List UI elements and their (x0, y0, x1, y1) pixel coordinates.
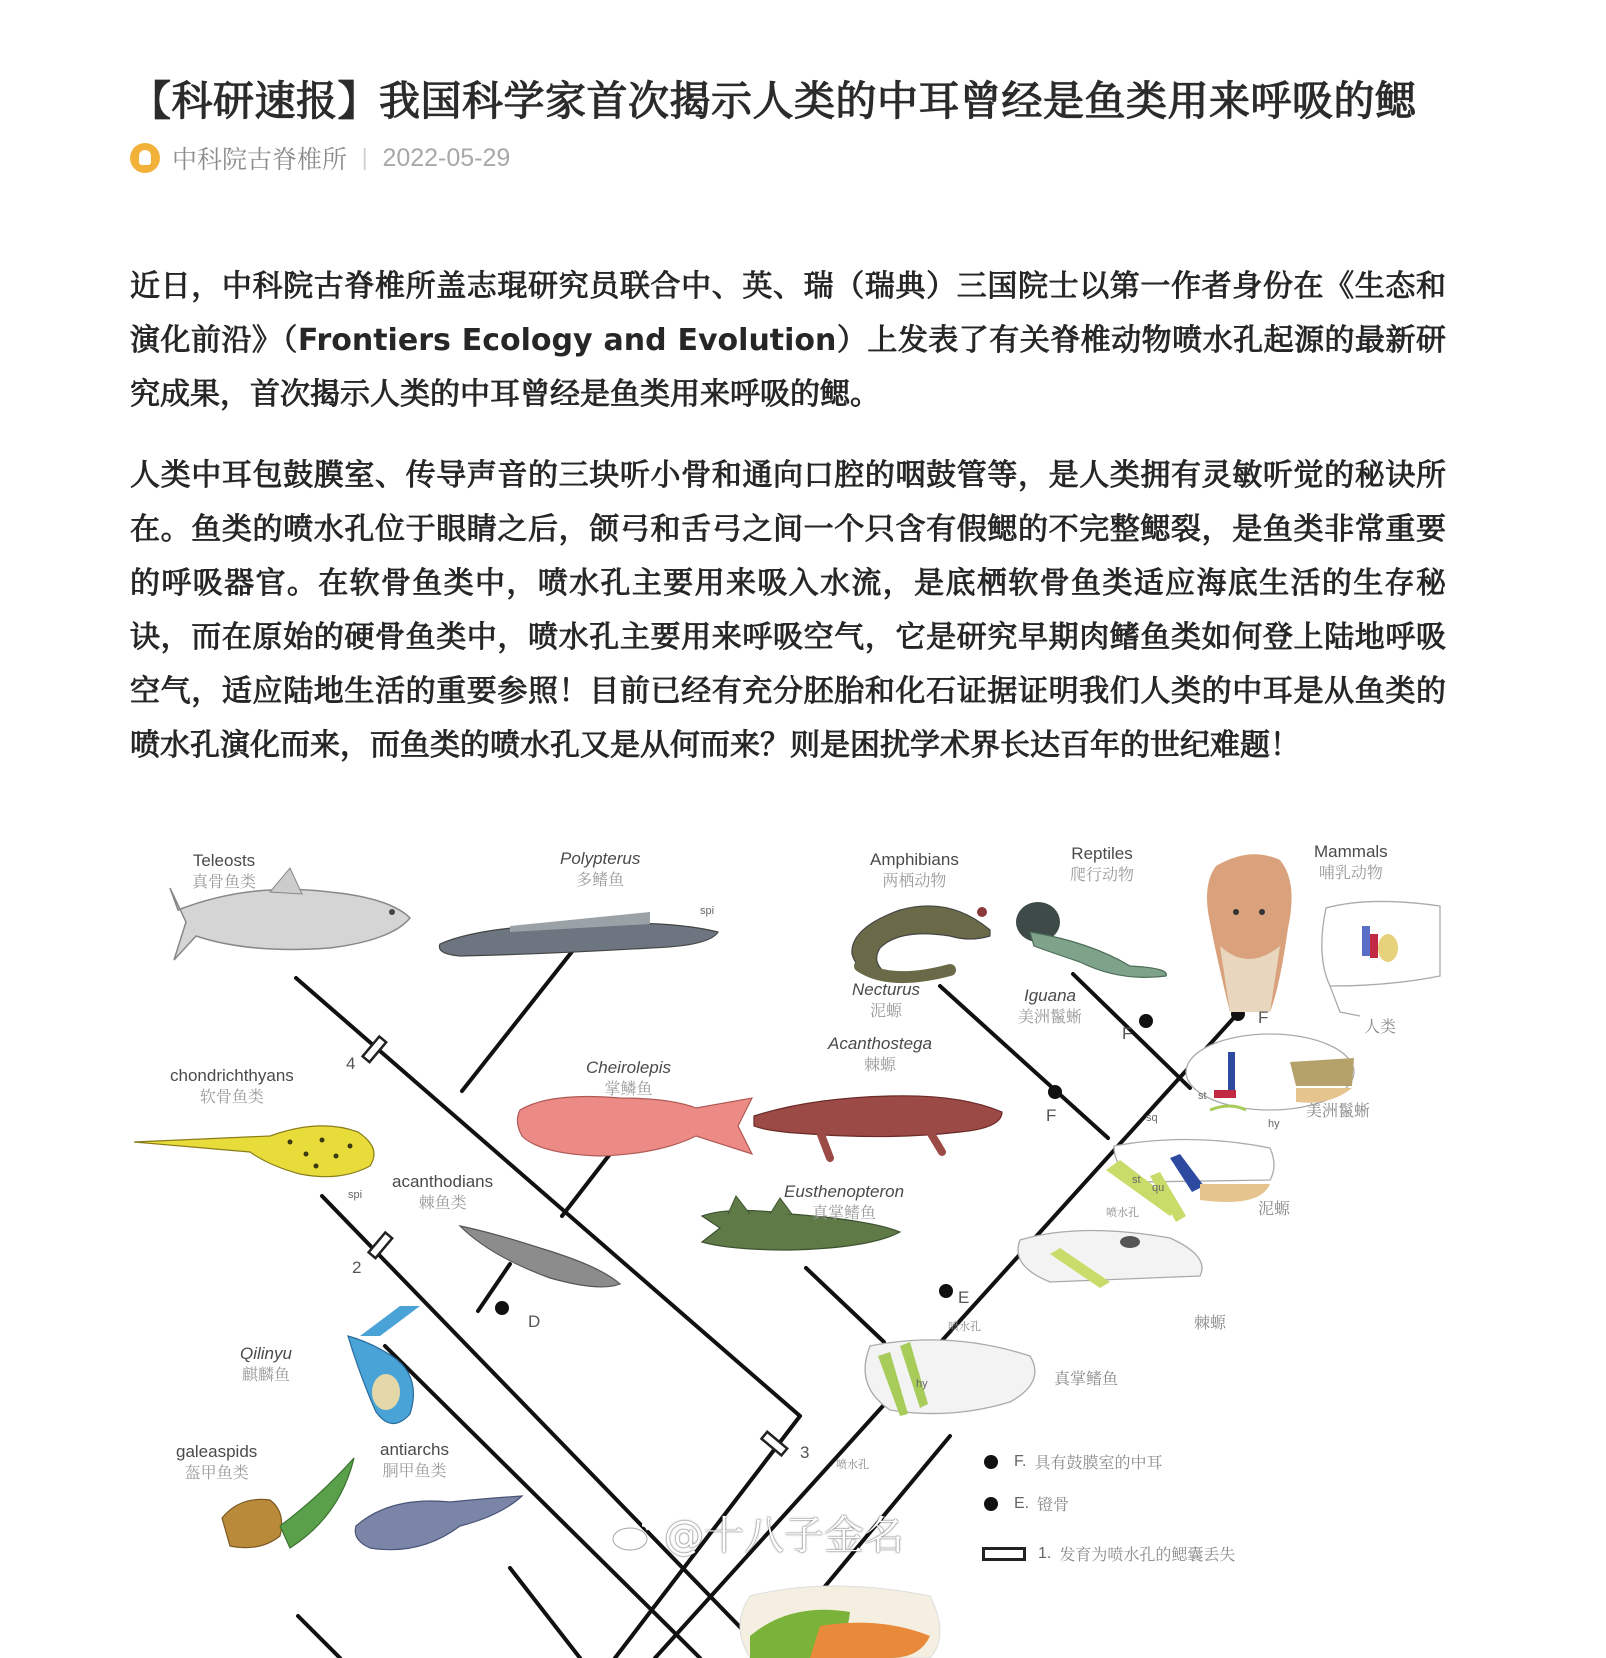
annotation-spiracle-embryo: 喷水孔 (836, 1458, 869, 1471)
annotation-qu: qu (1152, 1182, 1165, 1194)
annotation-hy-iguana: hy (1268, 1118, 1280, 1130)
taxon-reptiles: Reptiles 爬行动物 (1070, 844, 1135, 884)
taxon-galeaspids: galeaspids 盔甲鱼类 (176, 1442, 258, 1482)
taxon-polypterus: Polypterus 多鳍鱼 (560, 849, 641, 889)
taxon-necturus: Necturus 泥螈 (852, 980, 921, 1020)
annotation-sq: sq (1146, 1112, 1158, 1124)
publish-date: 2022-05-29 (382, 143, 511, 172)
eusthenopteron-skull-illustration (865, 1340, 1035, 1416)
article-title: 【科研速报】我国科学家首次揭示人类的中耳曾经是鱼类用来呼吸的鳃 (130, 77, 1417, 126)
qilinyu-illustration (348, 1306, 420, 1424)
node-label-2: 2 (352, 1258, 362, 1277)
author-avatar-icon[interactable] (130, 143, 160, 173)
annotation-spiracle-necturus: 喷水孔 (1106, 1206, 1139, 1219)
legend-dot-icon (984, 1497, 998, 1511)
taxon-acanthodians: acanthodians 棘鱼类 (392, 1172, 494, 1212)
annotation-acanthostega-skull: 棘螈 (1194, 1313, 1227, 1332)
mammal-skull-illustration (1322, 901, 1440, 1016)
annotation-iguana-skull: 美洲鬣蜥 (1306, 1101, 1371, 1120)
annotation-spiracle-eusthenopteron: 喷水孔 (948, 1320, 981, 1333)
antiarch-illustration (355, 1496, 522, 1550)
legend-item-F: F. 具有鼓膜室的中耳 (984, 1450, 1162, 1473)
embryo-spiracle-illustration (740, 1586, 940, 1658)
chondrichthyan-illustration (134, 1126, 374, 1177)
taxon-qilinyu: Qilinyu 麒麟鱼 (240, 1344, 292, 1384)
taxon-teleosts: Teleosts 真骨鱼类 (192, 851, 257, 891)
legend-item-E: E. 镫骨 (984, 1492, 1069, 1515)
taxon-cheirolepis: Cheirolepis 掌鳞鱼 (586, 1058, 672, 1098)
annotation-eusthenopteron-skull: 真掌鳍鱼 (1054, 1369, 1119, 1388)
taxon-chondrichthyans: chondrichthyans 软骨鱼类 (170, 1066, 294, 1106)
node-label-E: E (958, 1288, 970, 1307)
iguana-illustration (1016, 902, 1166, 977)
legend-box-icon (982, 1547, 1026, 1561)
amphibian-illustration (852, 906, 990, 977)
legend-item-1: 1. 发育为喷水孔的鳃囊丢失 (982, 1542, 1235, 1565)
watermark-text: @十八子金名 (664, 1513, 904, 1559)
taxon-iguana: Iguana 美洲鬣蜥 (1018, 986, 1083, 1026)
acanthostega-skull-illustration (1018, 1230, 1202, 1288)
svg-text:spi: spi (700, 905, 715, 917)
node-label-3: 3 (800, 1443, 810, 1462)
node-label-F-necturus: F (1046, 1106, 1057, 1125)
node-label-4: 4 (346, 1054, 356, 1073)
annotation-hy-eusthenopteron: hy (916, 1378, 928, 1390)
taxon-amphibians: Amphibians 两栖动物 (870, 850, 959, 890)
node-label-F-iguana: F (1122, 1024, 1133, 1043)
meta-separator: | (361, 145, 369, 171)
svg-text:spi: spi (348, 1189, 363, 1201)
taxon-mammals: Mammals 哺乳动物 (1314, 842, 1388, 882)
acanthostega-illustration (754, 1096, 1002, 1158)
annotation-st-necturus: st (1132, 1174, 1141, 1186)
annotation-st-iguana: st (1198, 1090, 1207, 1102)
paragraph-2: 人类中耳包鼓膜室、传导声音的三块听小骨和通向口腔的咽鼓管等，是人类拥有灵敏听觉的秘诀所在。鱼类的喷水孔位于眼睛之后，颌弓和舌弓之间一个只含有假鳃的不完整鳃裂，是鱼类非常重要的呼吸器官。在软骨鱼类中，喷水孔主要用来吸入水流，是底栖软骨鱼类适应海底生活的生存秘诀，而在原始的硬骨鱼类中，喷水孔主要用来呼吸空气，它是研究早期肉鳍鱼类如何登上陆地呼吸空气，适应陆地生活的重要参照！目前已经有充分胚胎和化石证据证明我们人类的中耳是从鱼类的喷水孔演化而来，而鱼类的喷水孔又是从何而来？则是困扰学术界长达百年的世纪难题！ (130, 458, 1446, 763)
watermark (610, 1504, 904, 1561)
taxon-antiarchs: antiarchs 胴甲鱼类 (380, 1440, 449, 1480)
face-portrait-illustration (1207, 854, 1292, 1012)
annotation-necturus-skull: 泥螈 (1258, 1199, 1291, 1218)
cheirolepis-illustration (517, 1097, 752, 1157)
mammal-ossicles-highlight (1362, 926, 1398, 962)
legend-dot-icon (984, 1455, 998, 1469)
paragraph-1: 近日，中科院古脊椎所盖志琨研究员联合中、英、瑞（瑞典）三国院士以第一作者身份在《生态和演化前沿》（Frontiers Ecology and Evolution）上发表了有关脊椎动物喷水孔起源的最新研究成果，首次揭示人类的中耳曾经是鱼类用来呼吸的鳃。 (130, 269, 1446, 412)
taxon-eusthenopteron: Eusthenopteron 真掌鳍鱼 (784, 1182, 905, 1222)
annotation-human: 人类 (1364, 1017, 1397, 1036)
node-label-D: D (528, 1312, 541, 1331)
article-meta (130, 140, 510, 176)
acanthodian-illustration (460, 1226, 620, 1287)
node-label-F-mammal: F (1258, 1008, 1269, 1027)
author-name[interactable]: 中科院古脊椎所 (172, 145, 348, 174)
taxon-acanthostega: Acanthostega 棘螈 (828, 1034, 932, 1074)
weibo-logo-icon (610, 1513, 658, 1553)
polypterus-illustration (439, 912, 718, 956)
